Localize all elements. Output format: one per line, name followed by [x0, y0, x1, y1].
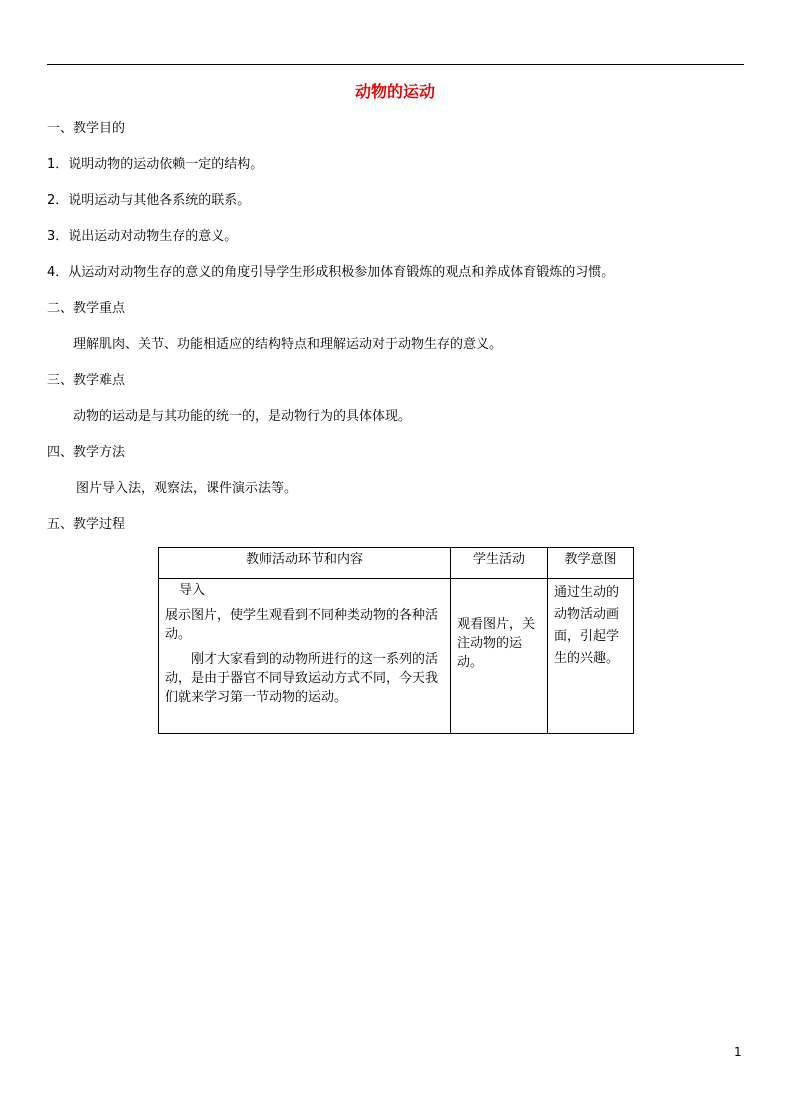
document-title: 动物的运动 — [354, 82, 435, 101]
table-row — [159, 579, 634, 734]
teacher-paragraph-1: 展示图片，使学生观看到不同种类动物的各种活动。 — [165, 608, 439, 642]
section-4-heading: 四、教学方法 — [47, 445, 126, 460]
student-activity-text: 观看图片，关注动物的运动。 — [457, 617, 536, 670]
header-teaching-intent: 教学意图 — [548, 548, 634, 579]
methods-text: 图片导入法，观察法，课件演示法等。 — [76, 481, 298, 496]
teaching-process-table — [158, 547, 634, 734]
header-student-activity: 学生活动 — [451, 548, 548, 579]
objective-item-4: 4．从运动对动物生存的意义的角度引导学生形成积极参加体育锻炼的观点和养成体育锻炼的习惯。 — [47, 265, 615, 280]
section-5-heading: 五、教学过程 — [47, 517, 126, 532]
table-header-row — [159, 548, 634, 579]
teaching-intent-text: 通过生动的动物活动画面，引起学生的兴趣。 — [554, 585, 620, 666]
header-rule — [47, 64, 744, 65]
teaching-intent-cell — [548, 579, 634, 734]
objective-item-3: 3．说出运动对动物生存的意义。 — [47, 229, 238, 244]
section-3-heading: 三、教学难点 — [47, 373, 126, 388]
teacher-paragraph-2: 刚才大家看到的动物所进行的这一系列的活动，是由于器官不同导致运动方式不同，今天我们就来学习第一节动物的运动。 — [165, 652, 439, 705]
objective-item-2: 2．说明运动与其他各系统的联系。 — [47, 193, 251, 208]
student-activity-cell — [451, 579, 548, 734]
objective-item-1: 1．说明动物的运动依赖一定的结构。 — [47, 157, 264, 172]
key-points-text: 理解肌肉、关节、功能相适应的结构特点和理解运动对于动物生存的意义。 — [73, 337, 503, 352]
page-number: 1 — [734, 1045, 742, 1059]
difficulties-text: 动物的运动是与其功能的统一的，是动物行为的具体体现。 — [73, 409, 412, 424]
teacher-activity-cell — [159, 579, 451, 734]
section-1-heading: 一、教学目的 — [47, 121, 126, 136]
teacher-step-label: 导入 — [179, 583, 206, 598]
section-2-heading: 二、教学重点 — [47, 301, 126, 316]
header-teacher-activity: 教师活动环节和内容 — [159, 548, 451, 579]
